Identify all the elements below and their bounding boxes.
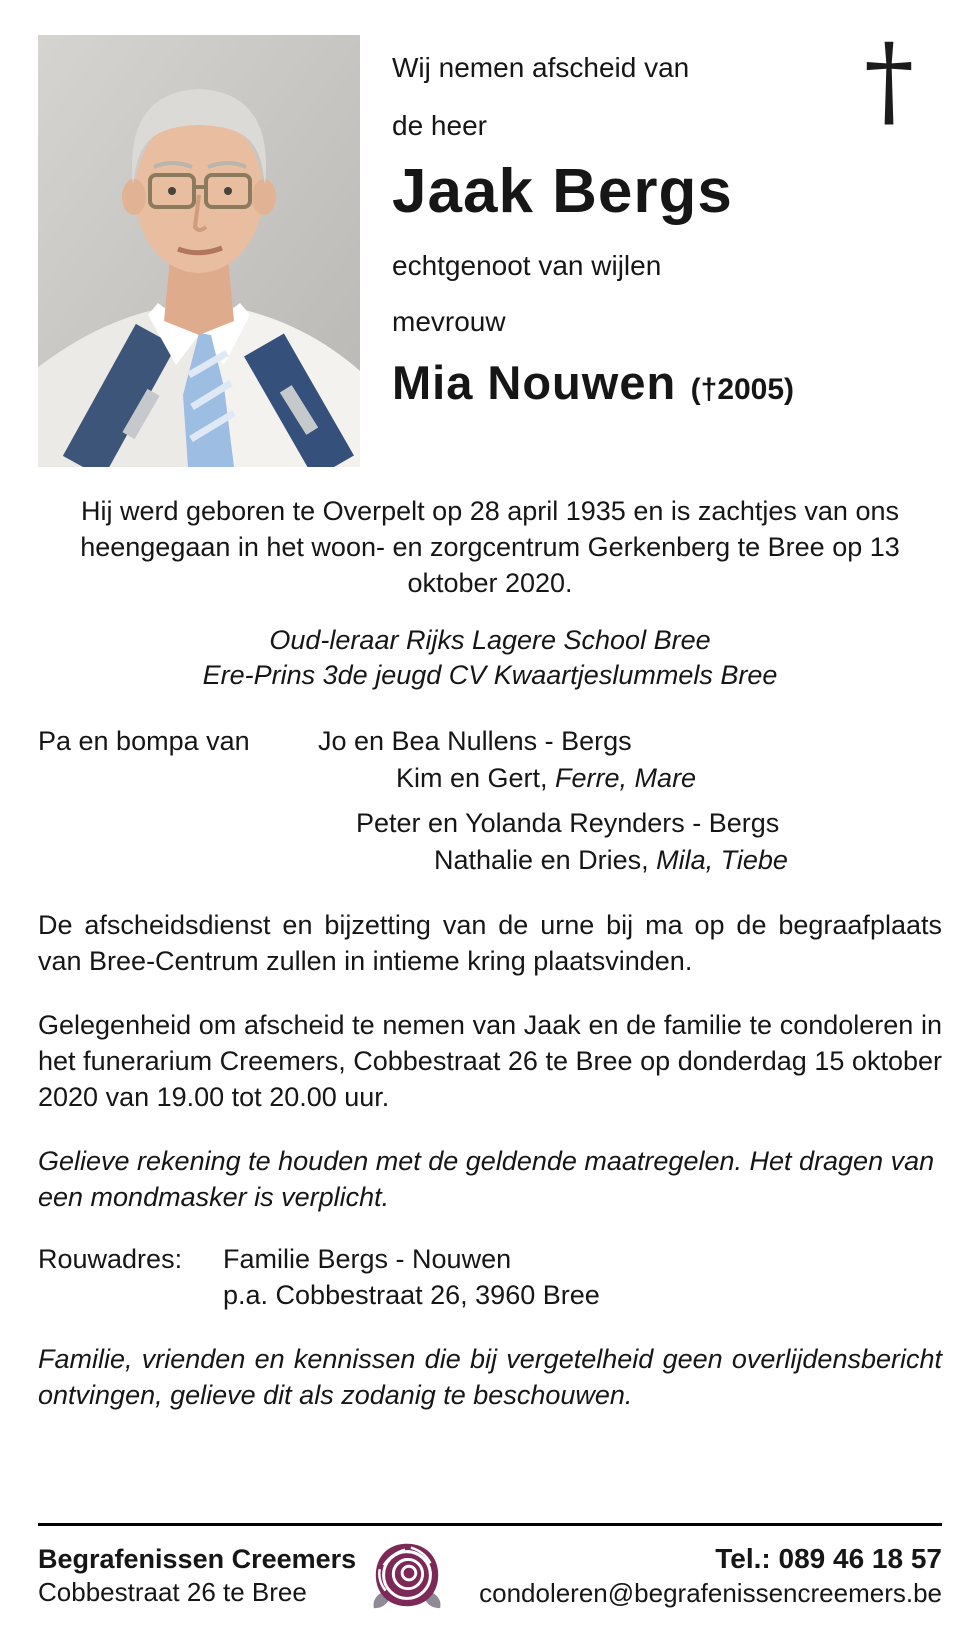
phone-number: Tel.: 089 46 18 57 [715,1543,942,1574]
spouse-line [392,355,942,410]
grandchildren-names: Nathalie en Dries, [434,845,657,875]
title-line: Ere-Prins 3de jeugd CV Kwaartjeslummels Bree [202,660,778,690]
notice-paragraph: Familie, vrienden en kennissen die bij vergetelheid geen overlijdensbericht ontvingen, gelieve dit als zodanig te beschouwen. [38,1344,942,1410]
family-groups [318,723,942,879]
funeral-home-address: Cobbestraat 26 te Bree [38,1577,307,1607]
header [38,22,942,467]
title-line: Oud-leraar Rijks Lagere School Bree [269,625,711,655]
spouse-name: Mia Nouwen [392,356,677,409]
service-paragraph: De afscheidsdienst en bijzetting van de urne bij ma op de begraafplaats van Bree-Centrum zullen in intieme kring plaatsvinden. [38,910,942,976]
mourning-address-label: Rouwadres: [38,1244,183,1274]
mourning-address [38,1241,942,1313]
relation-line-2: mevrouw [392,306,506,337]
family-member-line [396,760,942,797]
mourning-address-street: p.a. Cobbestraat 26, 3960 Bree [223,1280,600,1310]
family-group [318,723,942,797]
mourning-address-family: Familie Bergs - Nouwen [223,1244,512,1274]
portrait-photo-illustration [38,35,360,467]
funeral-home-name: Begrafenissen Creemers [38,1544,357,1574]
mourning-address-line1 [38,1241,942,1277]
family-prefix: Pa en bompa van [38,726,250,756]
grandchildren-names: Kim en Gert, [396,763,556,793]
family-group [318,805,942,879]
portrait-photo [38,35,360,467]
footer-company-block [38,1542,368,1608]
birth-paragraph: Hij werd geboren te Overpelt op 28 april 1935 en is zachtjes van ons heengegaan in het woon- en zorgcentrum Gerkenberg te Bree op 13 oktober 2020. [80,496,900,598]
cross-icon: † [864,22,914,139]
intro-line-2: de heer [392,110,487,141]
intro-line-1: Wij nemen afscheid van [392,52,690,83]
relation-line-1: echtgenoot van wijlen [392,250,662,281]
condolence-paragraph: Gelegenheid om afscheid te nemen van Jaak en de familie te condoleren in het funerarium Creemers, Cobbestraat 26 te Bree op donderdag 15 oktober 2020 van 19.00 tot 20.00 uur. [38,1010,942,1112]
family-member-line: Peter en Yolanda Reynders - Bergs [356,808,780,838]
family-block [38,723,942,879]
footer-contact-block [468,1541,942,1609]
family-member-line [434,842,942,879]
family-member-line: Jo en Bea Nullens - Bergs [318,726,632,756]
footer [38,1523,942,1614]
spouse-death-year: (†2005) [690,373,795,406]
rose-logo-icon [368,1536,446,1614]
measures-paragraph: Gelieve rekening te houden met de geldende maatregelen. Het dragen van een mondmasker is verplicht. [38,1146,935,1212]
header-text [392,22,942,467]
great-grandchildren-names: Ferre, Mare [555,763,697,793]
titles-block [38,623,942,693]
condolence-email: condoleren@begrafenissencreemers.be [479,1578,942,1608]
great-grandchildren-names: Mila, Tiebe [656,845,788,875]
deceased-name: Jaak Bergs [392,157,733,226]
